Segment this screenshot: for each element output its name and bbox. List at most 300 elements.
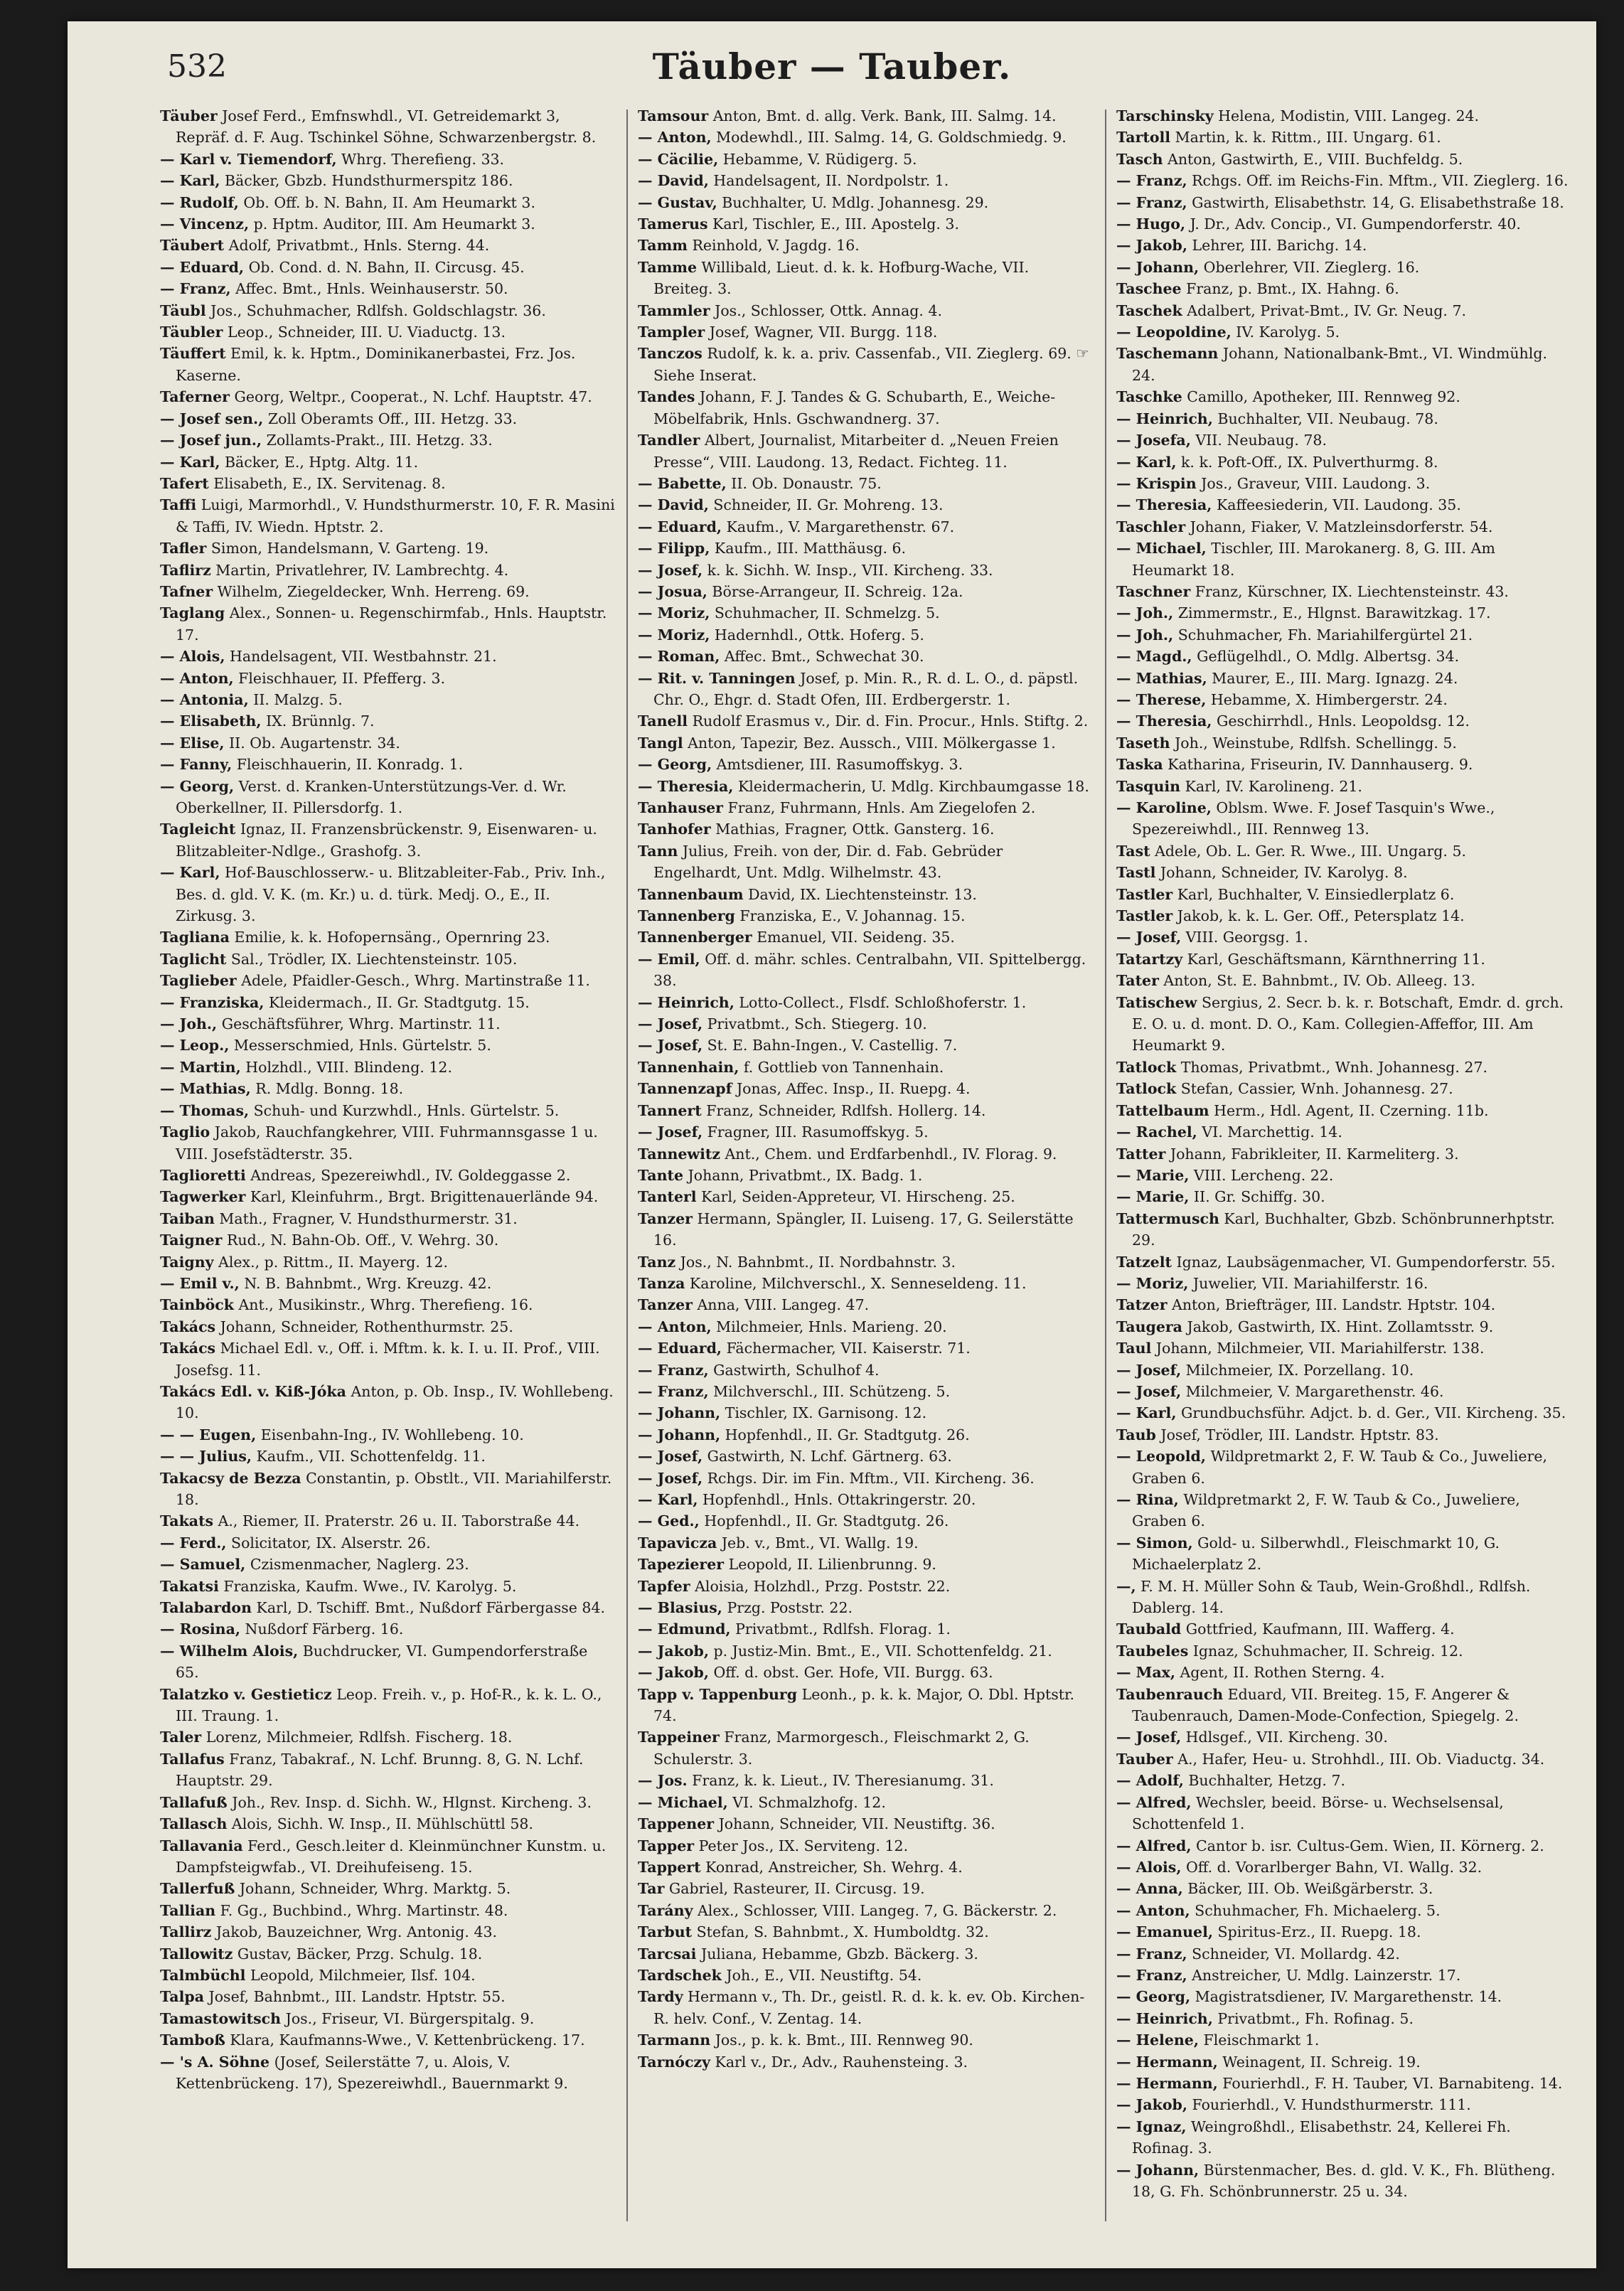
entry-details: Hadernhdl., Ottk. Hoferg. 5. — [710, 626, 924, 643]
directory-entry — [1116, 1857, 1571, 1878]
entry-details: Weingroßhdl., Elisabethstr. 24, Kellerei Fh. Rofinag. 3. — [1132, 2118, 1511, 2157]
entry-surname: Täubler — [160, 324, 223, 341]
directory-entry — [638, 1360, 1093, 1381]
directory-entry — [638, 1921, 1093, 1943]
columns — [160, 105, 1575, 2238]
entry-surname: — Franz, — [638, 1382, 709, 1400]
entry-details: Jakob, Gastwirth, IX. Hint. Zollamtsstr. 9. — [1182, 1318, 1494, 1335]
directory-entry — [1116, 1337, 1571, 1359]
directory-entry — [638, 1208, 1093, 1251]
entry-surname: — Martin, — [160, 1058, 241, 1076]
entry-surname: Taubeles — [1116, 1642, 1189, 1660]
directory-entry — [1116, 1446, 1571, 1489]
directory-entry — [160, 1121, 615, 1165]
entry-surname: Tann — [638, 842, 678, 860]
column-1 — [160, 105, 615, 2238]
entry-surname: — David, — [638, 496, 709, 514]
entry-surname: — Franz, — [1116, 193, 1187, 211]
directory-entry — [160, 560, 615, 581]
directory-entry — [160, 732, 615, 754]
directory-entry — [638, 581, 1093, 602]
entry-surname: Tardy — [638, 1988, 683, 2006]
entry-surname: — Leopoldine, — [1116, 324, 1232, 341]
directory-entry — [1116, 2073, 1571, 2094]
entry-surname: Tallowitz — [160, 1945, 233, 1962]
entry-surname: Taschke — [1116, 388, 1182, 406]
directory-entry — [1116, 862, 1571, 883]
entry-surname: Talabardon — [160, 1599, 252, 1617]
entry-details: Anna, VIII. Langeg. 47. — [692, 1296, 870, 1314]
directory-entry — [160, 689, 615, 710]
entry-surname: — Elise, — [160, 734, 225, 752]
directory-entry — [1116, 1835, 1571, 1857]
entry-surname: — Joh., — [160, 1015, 218, 1033]
directory-entry — [638, 840, 1093, 884]
entry-surname: — Karl, — [160, 864, 220, 882]
directory-entry — [160, 1618, 615, 1640]
entry-details: p. Justiz-Min. Bmt., E., VII. Schottenfeldg. 21. — [708, 1642, 1052, 1660]
entry-details: Schneider, II. Gr. Mohreng. 13. — [708, 496, 944, 514]
entry-details: Julius, Freih. von der, Dir. d. Fab. Gebrüder Engelhardt, Unt. Mdlg. Wilhelmstr. 43. — [653, 842, 1003, 882]
directory-entry — [1116, 776, 1571, 797]
entry-details: Luigi, Marmorhdl., V. Hundsthurmerstr. 10, F. R. Masini & Taffi, IV. Wiedn. Hptstr. 2. — [176, 496, 615, 535]
entry-details: Affec. Bmt., Schwechat 30. — [720, 648, 924, 666]
entry-surname: Tappener — [638, 1815, 715, 1833]
entry-details: VI. Marchettig. 14. — [1197, 1123, 1342, 1141]
entry-details: Off. d. mähr. schles. Centralbahn, VII. Spittelbergg. 38. — [653, 950, 1086, 990]
entry-surname: — Wilhelm Alois, — [160, 1642, 299, 1660]
entry-surname: — Ferd., — [160, 1534, 227, 1552]
directory-entry — [1116, 1100, 1571, 1121]
entry-surname: — Vincenz, — [160, 215, 250, 233]
entry-surname: Tagwerker — [160, 1188, 246, 1206]
directory-entry — [638, 1576, 1093, 1597]
entry-details: Karl, Seiden-Appreteur, VI. Hirscheng. 25. — [696, 1188, 1015, 1206]
page-number: 532 — [167, 48, 227, 85]
directory-entry — [1116, 149, 1571, 170]
entry-surname: — Josua, — [638, 582, 707, 600]
directory-entry — [160, 494, 615, 538]
entry-details: Jeb. v., Bmt., VI. Wallg. 19. — [717, 1534, 919, 1552]
entry-details: Adele, Pfaidler-Gesch., Whrg. Martinstraße 11. — [236, 972, 590, 990]
entry-surname: Tangl — [638, 734, 683, 752]
directory-entry — [638, 1792, 1093, 1813]
entry-details: Johann, F. J. Tandes & G. Schubarth, E., Weiche-Möbelfabrik, Hnls. Gschwandnerg. 37. — [653, 388, 1056, 427]
directory-entry — [1116, 1121, 1571, 1143]
directory-entry — [638, 818, 1093, 840]
entry-details: Franz, Tabakraf., N. Lchf. Brunng. 8, G. N. Lchf. Hauptstr. 29. — [176, 1750, 584, 1790]
entry-surname: Tappert — [638, 1858, 701, 1876]
entry-details: Karl, Buchhalter, Gbzb. Schönbrunnerhptstr. 29. — [1132, 1209, 1555, 1249]
entry-details: Johann, Schneider, IV. Karolyg. 8. — [1155, 864, 1408, 882]
entry-surname: — Krispin — [1116, 474, 1197, 492]
entry-details: p. Hptm. Auditor, III. Am Heumarkt 3. — [249, 215, 535, 233]
entry-surname: Tatischew — [1116, 993, 1197, 1011]
entry-details: Bürstenmacher, Bes. d. gld. V. K., Fh. Blütheng. 18, G. Fh. Schönbrunnerstr. 25 u. 34. — [1132, 2161, 1556, 2200]
directory-entry — [160, 105, 615, 149]
entry-details: Ant., Chem. und Erdfarbenhdl., IV. Florag. 9. — [720, 1145, 1057, 1163]
directory-entry — [160, 213, 615, 235]
column-divider — [626, 110, 628, 2221]
directory-entry — [1116, 278, 1571, 299]
entry-surname: Tallirz — [160, 1923, 212, 1941]
entry-details: Franz, Schneider, Rdlfsh. Hollerg. 14. — [701, 1101, 986, 1119]
directory-entry — [638, 321, 1093, 343]
entry-details: Rud., N. Bahn-Ob. Off., V. Wehrg. 30. — [222, 1232, 499, 1249]
directory-entry — [160, 1921, 615, 1943]
entry-surname: Tamboß — [160, 2031, 225, 2049]
directory-entry — [638, 1078, 1093, 1099]
entry-surname: Tagliana — [160, 929, 230, 946]
entry-details: Reinhold, V. Jagdg. 16. — [687, 237, 860, 255]
entry-details: II. Gr. Schiffg. 30. — [1189, 1188, 1325, 1206]
directory-entry — [160, 1035, 615, 1056]
entry-surname: Tamerus — [638, 215, 708, 233]
entry-details: Przg. Poststr. 22. — [722, 1599, 853, 1617]
entry-surname: Tasch — [1116, 150, 1163, 168]
entry-details: Eisenbahn-Ing., IV. Wohllebeng. 10. — [256, 1426, 524, 1443]
entry-details: Martin, Privatlehrer, IV. Lambrechtg. 4. — [210, 561, 509, 579]
directory-entry — [1116, 840, 1571, 862]
entry-details: Karl, IV. Karolineng. 21. — [1180, 777, 1362, 795]
directory-entry — [638, 668, 1093, 711]
entry-details: Fächermacher, VII. Kaiserstr. 71. — [722, 1340, 971, 1357]
entry-details: Hebamme, X. Himbergerstr. 24. — [1206, 690, 1448, 708]
entry-surname: — Franziska, — [160, 993, 265, 1011]
entry-surname: Tartoll — [1116, 129, 1171, 146]
entry-surname: — Elisabeth, — [160, 712, 262, 730]
directory-entry — [638, 1618, 1093, 1640]
directory-entry — [638, 300, 1093, 321]
entry-details: Hermann, Spängler, II. Luiseng. 17, G. Seilerstätte 16. — [653, 1209, 1074, 1249]
entry-surname: — Theresia, — [638, 777, 734, 795]
entry-details: Hopfenhdl., II. Gr. Stadtgutg. 26. — [720, 1426, 970, 1443]
entry-details: Juwelier, VII. Mariahilferstr. 16. — [1188, 1274, 1428, 1292]
directory-entry — [638, 1857, 1093, 1878]
directory-entry — [638, 1316, 1093, 1337]
directory-entry — [638, 1165, 1093, 1186]
entry-details: Zollamts-Prakt., III. Hetzg. 33. — [262, 432, 493, 449]
entry-surname: Tanza — [638, 1274, 685, 1292]
directory-entry — [160, 1965, 615, 1986]
entry-details: Schuh- und Kurzwhdl., Hnls. Gürtelstr. 5. — [249, 1101, 560, 1119]
entry-surname: Taglioretti — [160, 1166, 246, 1184]
entry-surname: — Marie, — [1116, 1188, 1190, 1206]
directory-entry — [160, 1381, 615, 1424]
entry-surname: Tatlock — [1116, 1058, 1177, 1076]
directory-entry — [160, 970, 615, 991]
directory-entry — [1116, 602, 1571, 624]
entry-details: Andreas, Spezereiwhdl., IV. Goldeggasse 2. — [245, 1166, 571, 1184]
entry-details: Johann, Fabrikleiter, II. Karmeliterg. 3. — [1165, 1145, 1459, 1163]
directory-entry — [638, 1965, 1093, 1986]
entry-details: Lehrer, III. Barichg. 14. — [1187, 237, 1367, 255]
entry-surname: — Moriz, — [1116, 1274, 1189, 1292]
directory-entry — [1116, 1900, 1571, 1921]
entry-details: Alex., p. Rittm., II. Mayerg. 12. — [213, 1253, 448, 1271]
directory-entry — [1116, 1576, 1571, 1619]
entry-surname: Tammler — [638, 301, 710, 319]
entry-surname: Tannert — [638, 1101, 702, 1119]
entry-surname: Taler — [160, 1729, 202, 1746]
entry-details: VII. Neubaug. 78. — [1190, 432, 1327, 449]
entry-details: Helena, Modistin, VIII. Langeg. 24. — [1213, 107, 1480, 124]
directory-entry — [638, 1251, 1093, 1273]
entry-details: Gastwirth, N. Lchf. Gärtnerg. 63. — [703, 1448, 952, 1465]
entry-surname: — Leop., — [160, 1037, 230, 1054]
entry-details: Ignaz, Laubsägenmacher, VI. Gumpendorferstr. 55. — [1172, 1253, 1556, 1271]
entry-details: Josef, p. Min. R., R. d. L. O., d. päpstl. Chr. O., Ehgr. d. Stadt Ofen, III. Erdbergerstr. 1. — [653, 669, 1079, 708]
entry-details: Constantin, p. Obstlt., VII. Mariahilferstr. 18. — [176, 1469, 612, 1508]
entry-surname: Tamme — [638, 258, 698, 276]
directory-entry — [160, 1986, 615, 2007]
directory-entry — [160, 1057, 615, 1078]
entry-surname: Taglieber — [160, 972, 237, 990]
directory-entry — [1116, 1684, 1571, 1727]
entry-details: Off. d. Vorarlberger Bahn, VI. Wallg. 32. — [1181, 1858, 1483, 1876]
entry-details: Schuhmacher, Fh. Mariahilfergürtel 21. — [1173, 626, 1473, 643]
entry-surname: — Helene, — [1116, 2031, 1199, 2049]
entry-surname: — Joh., — [1116, 604, 1174, 622]
directory-entry — [1116, 732, 1571, 754]
directory-entry — [1116, 538, 1571, 581]
entry-surname: Tanz — [638, 1253, 676, 1271]
entry-details: II. Ob. Augartenstr. 34. — [224, 734, 400, 752]
directory-entry — [1116, 213, 1571, 235]
directory-entry — [1116, 473, 1571, 494]
directory-entry — [638, 1121, 1093, 1143]
entry-details: Gold- u. Silberwhdl., Fleischmarkt 10, G. Michaelerplatz 2. — [1132, 1534, 1500, 1574]
directory-entry — [1116, 1381, 1571, 1402]
entry-details: Anton, p. Ob. Insp., IV. Wohllebeng. 10. — [176, 1382, 614, 1422]
entry-details: Anstreicher, U. Mdlg. Lainzerstr. 17. — [1187, 1966, 1461, 1984]
directory-entry — [638, 646, 1093, 667]
directory-entry — [160, 926, 615, 948]
directory-entry — [160, 452, 615, 473]
directory-entry — [160, 581, 615, 602]
directory-entry — [638, 235, 1093, 256]
entry-details: Anton, Briefträger, III. Landstr. Hptstr. 104. — [1167, 1296, 1496, 1314]
directory-entry — [160, 1229, 615, 1251]
entry-details: Josef, Wagner, VII. Burgg. 118. — [705, 324, 938, 341]
entry-surname: — Max, — [1116, 1664, 1175, 1682]
directory-entry — [1116, 2116, 1571, 2159]
entry-details: Wildpretmarkt 2, F. W. Taub & Co., Juweliere, Graben 6. — [1132, 1491, 1520, 1530]
directory-entry — [638, 1337, 1093, 1359]
entry-surname: — Anton, — [638, 1318, 712, 1335]
directory-entry — [160, 2051, 615, 2095]
directory-entry — [638, 1035, 1093, 1056]
entry-surname: — Anton, — [160, 669, 234, 687]
entry-details: Anton, St. E. Bahnbmt., IV. Ob. Alleeg. 13. — [1158, 972, 1475, 990]
entry-details: Maurer, E., III. Marg. Ignazg. 24. — [1207, 669, 1458, 687]
entry-details: Math., Fragner, V. Hundsthurmerstr. 31. — [214, 1209, 518, 1227]
entry-surname: Taflirz — [160, 561, 211, 579]
entry-details: Karl, Kleinfuhrm., Brgt. Brigittenauerlände 94. — [245, 1188, 599, 1206]
directory-entry — [1116, 754, 1571, 775]
directory-entry — [160, 1554, 615, 1575]
directory-entry — [638, 105, 1093, 127]
entry-surname: — Josef, — [638, 1469, 703, 1487]
entry-details: Mathias, Fragner, Ottk. Gansterg. 16. — [710, 821, 995, 838]
entry-surname: — Heinrich, — [638, 993, 734, 1011]
entry-surname: — Jos. — [638, 1772, 688, 1790]
directory-entry — [638, 2029, 1093, 2051]
entry-surname: — Eduard, — [638, 1340, 722, 1357]
entry-details: Lotto-Collect., Flsdf. Schloßhoferstr. 1. — [734, 993, 1027, 1011]
entry-details: Fragner, III. Rasumoffskyg. 5. — [703, 1123, 929, 1141]
directory-entry — [638, 624, 1093, 646]
entry-surname: — Rina, — [1116, 1491, 1179, 1508]
entry-details: Fourierhdl., F. H. Tauber, VI. Barnabiteng. 14. — [1217, 2074, 1563, 2092]
entry-surname: Tallavania — [160, 1837, 243, 1854]
entry-surname: — Michael, — [638, 1793, 728, 1811]
entry-surname: — Franz, — [160, 280, 231, 298]
directory-entry — [160, 408, 615, 429]
entry-surname: Tarschinsky — [1116, 107, 1214, 124]
directory-entry — [1116, 1208, 1571, 1251]
entry-details: Franz, Fuhrmann, Hnls. Am Ziegelofen 2. — [722, 799, 1036, 816]
directory-entry — [160, 386, 615, 407]
directory-entry — [638, 1100, 1093, 1121]
entry-details: Whrg. Therefieng. 33. — [336, 150, 505, 168]
entry-surname: Tandler — [638, 432, 700, 449]
entry-details: Emilie, k. k. Hofopernsäng., Opernring 23. — [229, 929, 550, 946]
entry-surname: — Karoline, — [1116, 799, 1212, 816]
entry-details: Konrad, Anstreicher, Sh. Wehrg. 4. — [700, 1858, 963, 1876]
entry-details: Bäcker, E., Hptg. Altg. 11. — [220, 453, 419, 471]
entry-details: Martin, k. k. Rittm., III. Ungarg. 61. — [1170, 129, 1441, 146]
entry-surname: — Alois, — [1116, 1858, 1182, 1876]
entry-details: Hebamme, V. Rüdigerg. 5. — [718, 150, 917, 168]
entry-details: Jakob, k. k. L. Ger. Off., Petersplatz 14. — [1172, 907, 1465, 925]
directory-entry — [638, 754, 1093, 775]
directory-entry — [1116, 905, 1571, 926]
directory-entry — [160, 1900, 615, 1921]
entry-details: Johann, Schneider, VII. Neustiftg. 36. — [714, 1815, 995, 1833]
entry-surname: Taigny — [160, 1253, 214, 1271]
directory-entry — [1116, 1273, 1571, 1294]
entry-surname: — David, — [638, 172, 709, 190]
directory-entry — [160, 1684, 615, 1727]
entry-surname: Takács — [160, 1340, 216, 1357]
entry-details: Schuhmacher, Fh. Michaelerg. 5. — [1190, 1901, 1441, 1919]
entry-surname: Tanzer — [638, 1209, 693, 1227]
entry-details: Camillo, Apotheker, III. Rennweg 92. — [1182, 388, 1460, 406]
entry-details: (Josef, Seilerstätte 7, u. Alois, V. Kettenbrückeng. 17), Spezereiwhdl., Bauernmarkt 9. — [176, 2053, 568, 2092]
entry-surname: Taschler — [1116, 518, 1186, 535]
entry-details: Ant., Musikinstr., Whrg. Therefieng. 16. — [233, 1296, 533, 1314]
entry-details: Holzhdl., VIII. Blindeng. 12. — [240, 1058, 452, 1076]
entry-details: Handelsagent, II. Nordpolstr. 1. — [708, 172, 949, 190]
entry-details: VIII. Georgsg. 1. — [1181, 929, 1308, 946]
directory-entry — [638, 1662, 1093, 1683]
entry-surname: — Georg, — [638, 756, 712, 774]
entry-details: Hermann v., Th. Dr., geistl. R. d. k. k. ev. Ob. Kirchen-R. helv. Conf., V. Zentag. 14. — [653, 1988, 1085, 2027]
entry-surname: — Cäcilie, — [638, 150, 719, 168]
entry-details: Michael Edl. v., Off. i. Mftm. k. k. I. u. II. Prof., VIII. Josefsg. 11. — [176, 1340, 600, 1379]
entry-surname: Tampler — [638, 324, 705, 341]
entry-details: Johann, Milchmeier, VII. Mariahilferstr. 138. — [1151, 1340, 1485, 1357]
entry-details: Jakob, Rauchfangkehrer, VIII. Fuhrmannsgasse 1 u. VIII. Josefstädterstr. 35. — [176, 1123, 598, 1163]
directory-entry — [1116, 494, 1571, 516]
entry-surname: — Ged., — [638, 1512, 700, 1530]
entry-surname: — Simon, — [1116, 1534, 1193, 1552]
directory-entry — [160, 1165, 615, 1186]
directory-entry — [1116, 408, 1571, 429]
entry-surname: — Moriz, — [638, 626, 710, 643]
entry-surname: Tallasch — [160, 1815, 228, 1833]
entry-surname: — Josef, — [638, 1123, 703, 1141]
directory-entry — [1116, 1251, 1571, 1273]
entry-details: Grundbuchsführ. Adjct. b. d. Ger., VII. Kircheng. 35. — [1176, 1404, 1566, 1422]
entry-details: Ferd., Gesch.leiter d. Kleinmünchner Kunstm. u. Dampfsteigwfab., VI. Dreihufeiseng. 15. — [176, 1837, 607, 1876]
entry-surname: — Magd., — [1116, 648, 1192, 666]
directory-entry — [160, 278, 615, 299]
entry-details: Milchmeier, V. Margarethenstr. 46. — [1181, 1382, 1444, 1400]
entry-surname: — Theresia, — [1116, 712, 1212, 730]
entry-surname: Tarcsai — [638, 1945, 697, 1962]
entry-details: Joh., Weinstube, Rdlfsh. Schellingg. 5. — [1170, 734, 1457, 752]
entry-surname: — Edmund, — [638, 1620, 731, 1638]
directory-entry — [1116, 646, 1571, 667]
directory-entry — [638, 560, 1093, 581]
entry-details: Buchhalter, Hetzg. 7. — [1183, 1772, 1346, 1790]
directory-entry — [1116, 689, 1571, 710]
entry-surname: — Rudolf, — [160, 193, 239, 211]
entry-surname: — Heinrich, — [1116, 410, 1213, 427]
entry-details: F. M. H. Müller Sohn & Taub, Wein-Großhdl., Rdlfsh. Dablerg. 14. — [1132, 1577, 1531, 1617]
directory-entry — [1116, 1878, 1571, 1899]
entry-surname: Tanhauser — [638, 799, 723, 816]
entry-surname: Tarány — [638, 1901, 693, 1919]
entry-surname: Tarnóczy — [638, 2053, 710, 2071]
directory-entry — [1116, 1640, 1571, 1662]
directory-entry — [160, 1878, 615, 1899]
entry-surname: Tapavicza — [638, 1534, 717, 1552]
entry-details: Adele, Ob. L. Ger. R. Wwe., III. Ungarg. 5. — [1150, 842, 1467, 860]
entry-surname: Tante — [638, 1166, 683, 1184]
entry-details: Elisabeth, E., IX. Servitenag. 8. — [208, 474, 446, 492]
entry-details: A., Riemer, II. Praterstr. 26 u. II. Taborstraße 44. — [213, 1512, 580, 1530]
entry-details: Jos., Schuhmacher, Rdlfsh. Goldschlagstr. 36. — [205, 301, 546, 319]
entry-surname: Tatlock — [1116, 1080, 1177, 1098]
entry-surname: Takacsy de Bezza — [160, 1469, 301, 1487]
entry-surname: Taschemann — [1116, 345, 1219, 363]
entry-details: Wilhelm, Ziegeldecker, Wnh. Herreng. 69. — [213, 582, 530, 600]
entry-surname: Tastl — [1116, 864, 1156, 882]
entry-surname: Tafner — [160, 582, 213, 600]
directory-entry — [160, 343, 615, 386]
entry-surname: Tanczos — [638, 345, 703, 363]
directory-entry — [160, 149, 615, 170]
entry-surname: Takatsi — [160, 1577, 219, 1595]
entry-surname: Taugera — [1116, 1318, 1182, 1335]
entry-surname: — Theresia, — [1116, 496, 1212, 514]
entry-details: Josef, Bahnbmt., III. Landstr. Hptstr. 55. — [203, 1988, 506, 2006]
directory-entry — [638, 1273, 1093, 1294]
entry-surname: Taglio — [160, 1123, 210, 1141]
directory-entry — [160, 1835, 615, 1879]
entry-details: Tischler, III. Marokanerg. 8, G. III. Am Heumarkt 18. — [1132, 540, 1495, 579]
entry-surname: Tandes — [638, 388, 695, 406]
entry-details: Rchgs. Dir. im Fin. Mftm., VII. Kircheng. 36. — [703, 1469, 1035, 1487]
directory-entry — [160, 1468, 615, 1511]
entry-details: Modewhdl., III. Salmg. 14, G. Goldschmiedg. 9. — [711, 129, 1067, 146]
entry-surname: — Alois, — [160, 648, 225, 666]
directory-entry — [638, 905, 1093, 926]
directory-entry — [1116, 429, 1571, 451]
